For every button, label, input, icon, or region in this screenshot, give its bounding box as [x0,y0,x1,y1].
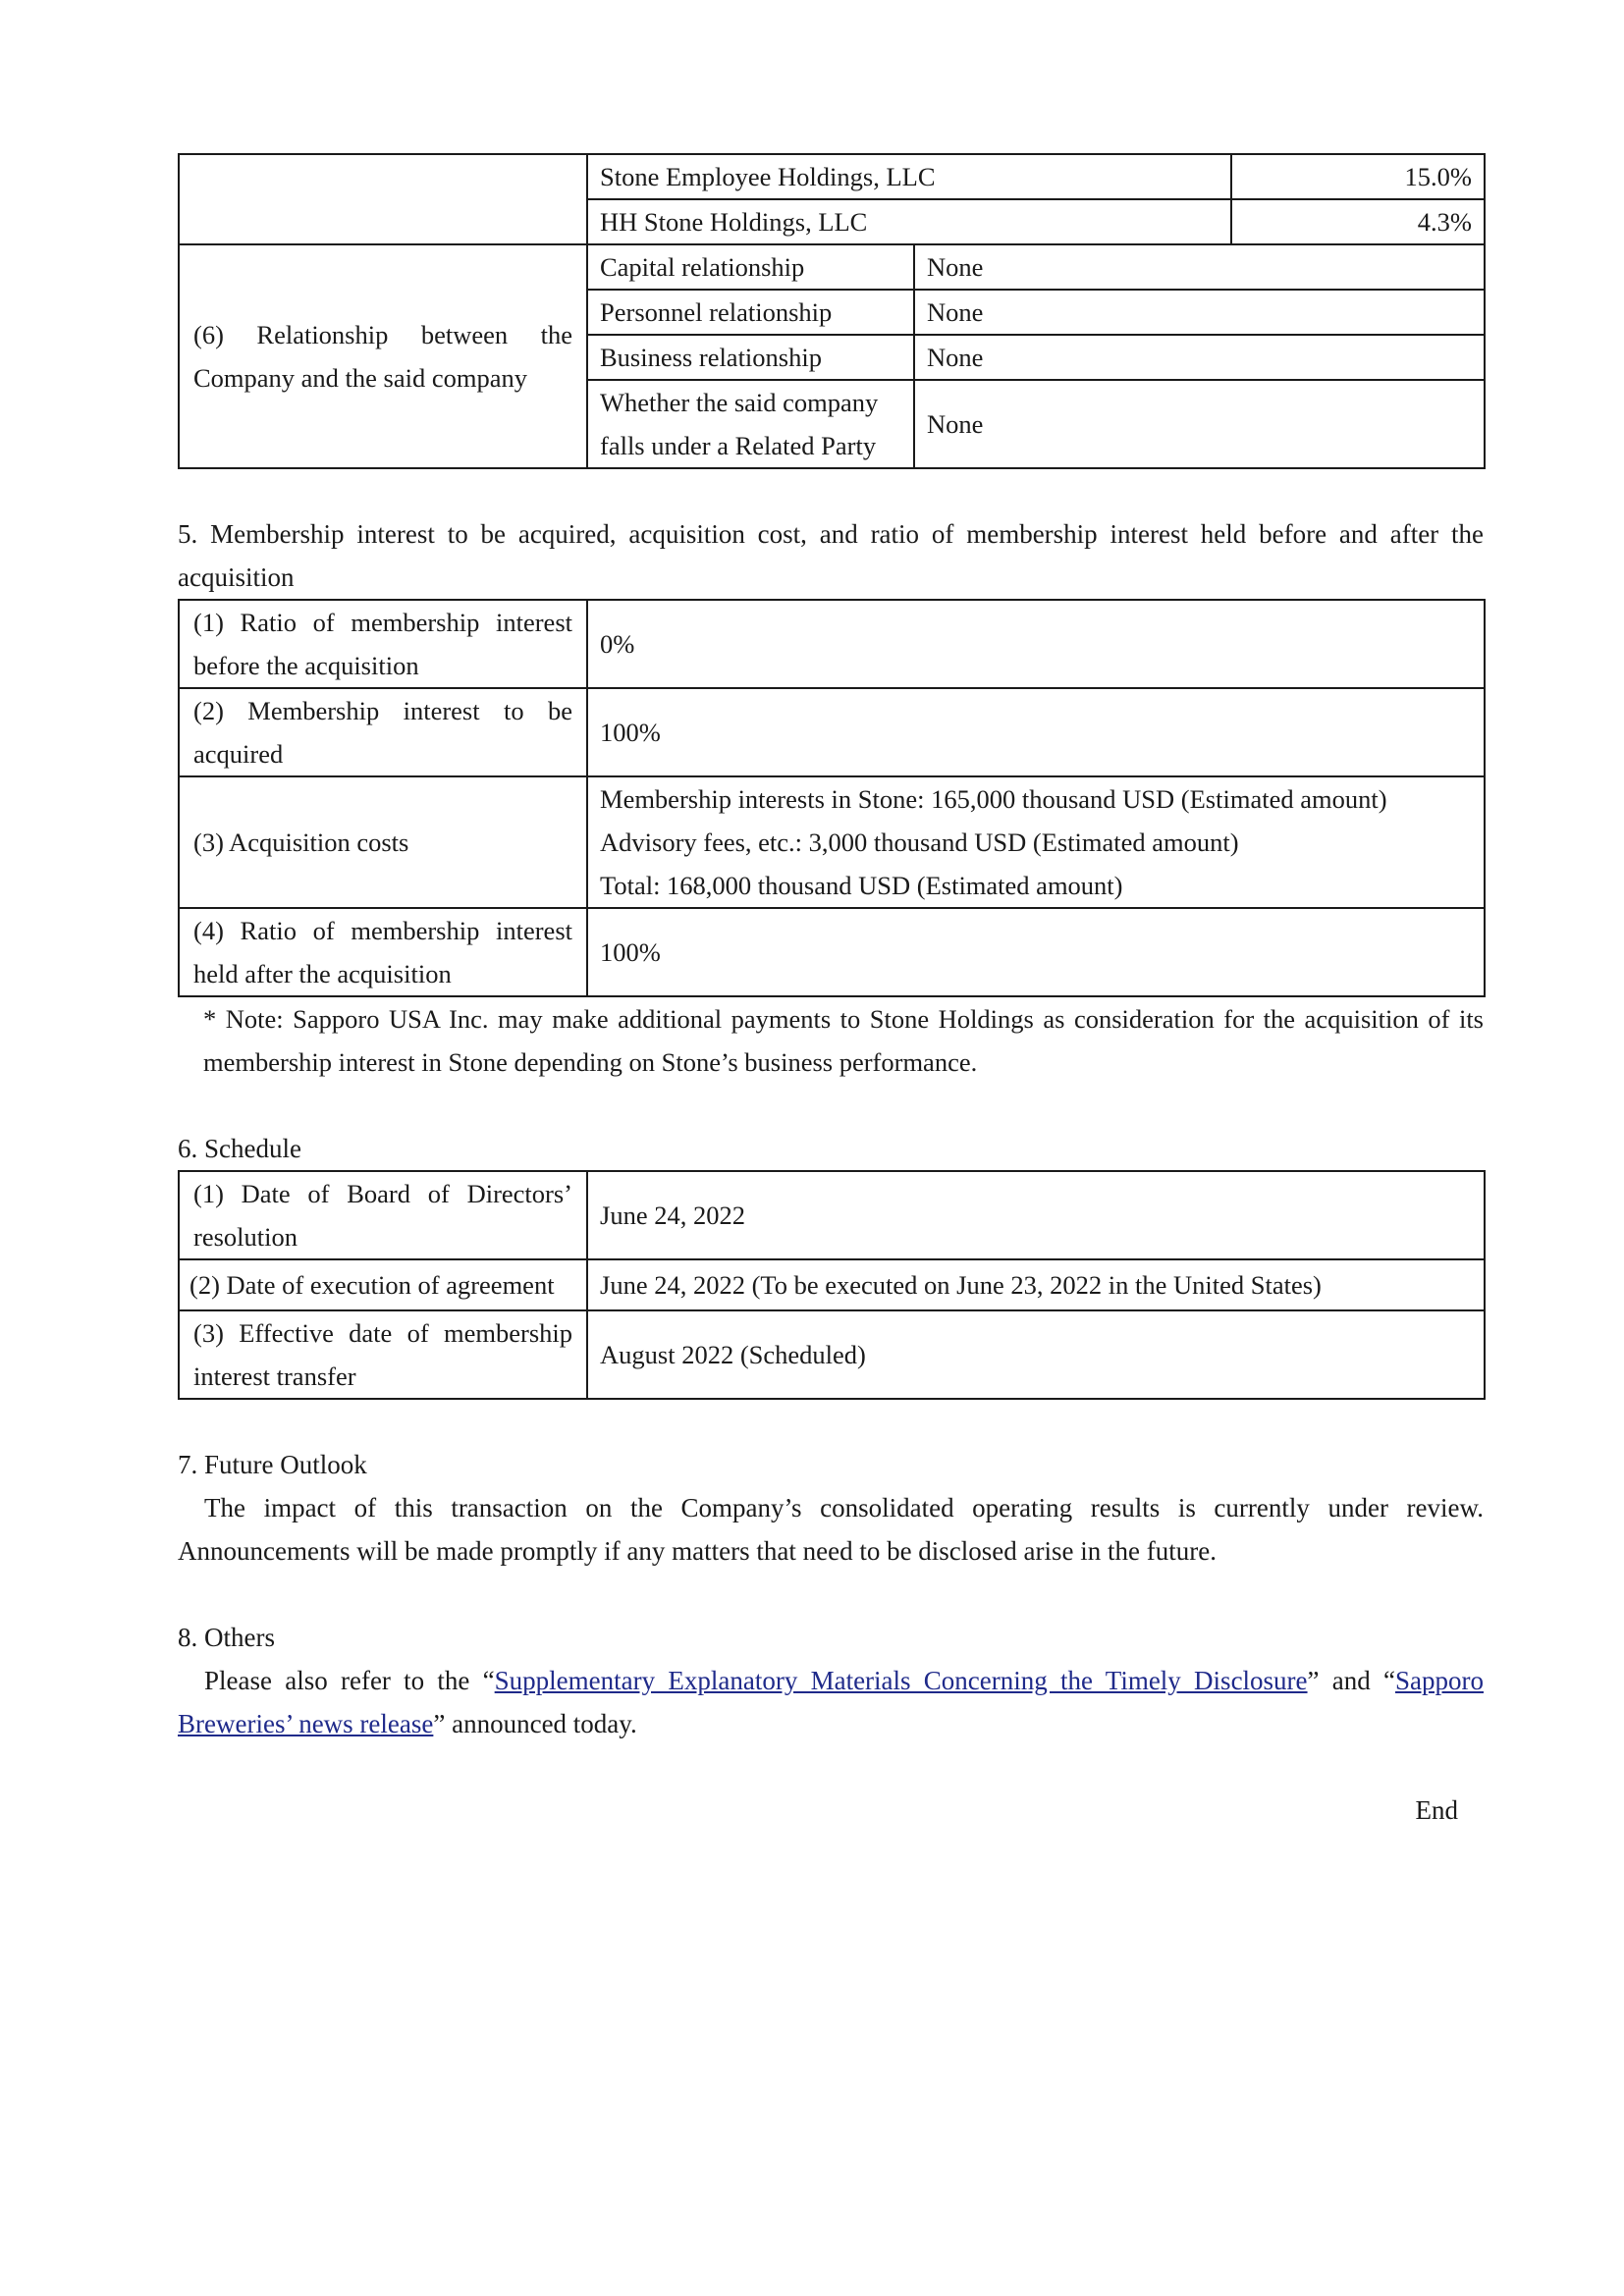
shareholder-ratio: 4.3% [1231,199,1485,244]
row-label: (1) Ratio of membership interest before the acquisition [179,600,587,688]
company-overview-table [178,153,1486,469]
acquisition-table [178,599,1486,997]
others-text [178,1659,1484,1745]
row-value: 100% [587,688,1485,776]
table-row [179,600,1485,688]
relationship-label: (6) Relationship between the Company and the said company [179,244,587,468]
relationship-value: None [914,244,1485,290]
others-text-middle: ” and “ [1307,1666,1396,1695]
future-outlook-text: The impact of this transaction on the Company’s consolidated operating results is currently under review. Announcements will be made promptly if any matters that need to be disclosed arise in the future. [178,1493,1484,1566]
relationship-value: None [914,335,1485,380]
row-label: (2) Date of execution of agreement [179,1259,587,1310]
row-value: August 2022 (Scheduled) [587,1310,1485,1399]
row-value: June 24, 2022 (To be executed on June 23, 2022 in the United States) [587,1259,1485,1310]
relationship-type: Personnel relationship [587,290,914,335]
section-5-heading: 5. Membership interest to be acquired, acquisition cost, and ratio of membership interest held before and after the acquisition [178,519,1484,592]
row-value: 0% [587,600,1485,688]
row-label: (3) Effective date of membership interest transfer [179,1310,587,1399]
table-row [179,244,1485,290]
document-page [178,153,1484,1832]
empty-label-cell [179,154,587,244]
table-row [179,1310,1485,1399]
relationship-value: None [914,290,1485,335]
section-8-heading: 8. Others [178,1623,275,1652]
table-row [179,776,1485,908]
shareholder-name: Stone Employee Holdings, LLC [587,154,1231,199]
relationship-type: Capital relationship [587,244,914,290]
row-label: (4) Ratio of membership interest held after the acquisition [179,908,587,996]
relationship-type: Whether the said company falls under a Related Party [587,380,914,468]
others-text-after: ” announced today. [433,1709,637,1738]
relationship-type: Business relationship [587,335,914,380]
section-7-heading: 7. Future Outlook [178,1450,367,1479]
news-release-link[interactable]: Sapporo Breweries’ news release [178,1666,1485,1738]
table-row [179,1171,1485,1259]
row-label: (1) Date of Board of Directors’ resolution [179,1171,587,1259]
acquisition-note: * Note: Sapporo USA Inc. may make additional payments to Stone Holdings as consideration for the acquisition of its membership interest in Stone depending on Stone’s business performance. [203,1004,1484,1077]
others-text-before: Please also refer to the “ [204,1666,495,1695]
row-label: (2) Membership interest to be acquired [179,688,587,776]
relationship-value: None [914,380,1485,468]
schedule-table [178,1170,1486,1400]
acquisition-cost-lines [587,776,1485,908]
cost-line: Total: 168,000 thousand USD (Estimated amount) [600,871,1123,900]
row-value: 100% [587,908,1485,996]
table-row [179,688,1485,776]
supplementary-materials-link[interactable]: Supplementary Explanatory Materials Concerning the Timely Disclosure [494,1666,1308,1695]
section-6-heading: 6. Schedule [178,1134,301,1163]
shareholder-ratio: 15.0% [1231,154,1485,199]
cost-line: Membership interests in Stone: 165,000 thousand USD (Estimated amount) [600,784,1387,814]
cost-line: Advisory fees, etc.: 3,000 thousand USD (Estimated amount) [600,828,1239,857]
table-row [179,1259,1485,1310]
row-value: June 24, 2022 [587,1171,1485,1259]
end-label: End [1415,1795,1458,1825]
shareholder-name: HH Stone Holdings, LLC [587,199,1231,244]
table-row [179,154,1485,199]
row-label: (3) Acquisition costs [179,776,587,908]
table-row [179,908,1485,996]
